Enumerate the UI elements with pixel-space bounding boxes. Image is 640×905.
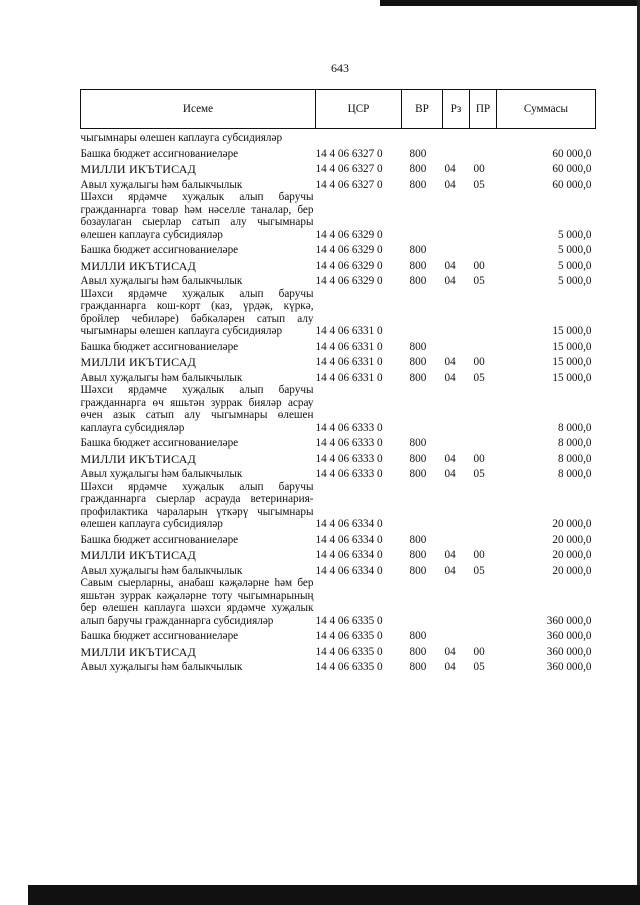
cell-rz (443, 288, 470, 338)
cell-vr: 800 (409, 533, 427, 546)
cell-sum: 360 000,0 (546, 645, 592, 658)
cell-sum: 15 000,0 (552, 356, 592, 368)
cell-pr (470, 577, 497, 627)
cell-sum: 8 000,0 (557, 421, 592, 434)
cell-pr: 00 (473, 645, 485, 658)
header-pr: ПР (470, 90, 497, 129)
header-rz: Рз (443, 90, 470, 129)
cell-vr: 800 (409, 178, 427, 191)
cell-vr (402, 288, 443, 338)
cell-vr (402, 384, 443, 434)
cell-pr (470, 627, 497, 643)
cell-rz (443, 434, 470, 450)
cell-name: МИЛЛИ ИКЪТИСАД (80, 644, 196, 659)
cell-rz: 04 (444, 163, 456, 175)
cell-pr (470, 145, 497, 161)
cell-vr: 800 (409, 244, 427, 256)
cell-pr: 05 (473, 178, 485, 191)
cell-rz (443, 384, 470, 434)
cell-csr (316, 129, 402, 145)
cell-sum: 15 000,0 (552, 340, 592, 353)
cell-rz: 04 (444, 275, 456, 287)
cell-sum: 60 000,0 (552, 178, 592, 191)
cell-sum: 360 000,0 (546, 614, 592, 627)
cell-sum: 5 000,0 (557, 275, 592, 287)
table-row (81, 129, 596, 145)
cell-pr: 00 (473, 452, 485, 465)
cell-vr: 800 (409, 356, 427, 368)
cell-name: Башка бюджет ассигнованиеләре (80, 147, 239, 160)
cell-pr: 05 (473, 564, 485, 577)
cell-csr: 14 4 06 6331 0 (315, 340, 383, 353)
cell-sum: 5 000,0 (557, 244, 592, 256)
cell-pr (470, 241, 497, 257)
table-row (81, 288, 596, 338)
cell-name: Шәхси ярдәмче хуҗалык алып баручы гражданнарга кош-корт (каз, үрдәк, күркә, бройлер чебиләре) бәбкәләрен сатып алу чыгымнары өлешен каплауга субсидияләр (80, 287, 314, 337)
cell-vr: 800 (409, 630, 427, 642)
table-row (81, 384, 596, 434)
cell-name: Башка бюджет ассигнованиеләре (80, 630, 239, 642)
cell-rz (443, 531, 470, 547)
cell-pr (470, 434, 497, 450)
cell-pr (470, 384, 497, 434)
table-row (81, 257, 596, 273)
cell-csr: 14 4 06 6333 0 (315, 468, 383, 480)
table-row (81, 562, 596, 578)
cell-rz: 04 (444, 356, 456, 368)
budget-table (80, 89, 596, 674)
cell-vr: 800 (409, 468, 427, 480)
cell-vr (402, 129, 443, 145)
cell-pr: 00 (473, 549, 485, 561)
cell-pr: 05 (473, 275, 485, 287)
table-row (81, 434, 596, 450)
cell-csr: 14 4 06 6334 0 (315, 564, 383, 577)
table-row (81, 145, 596, 161)
table-body (81, 129, 596, 674)
header-vr: ВР (402, 90, 443, 129)
cell-sum: 20 000,0 (552, 533, 592, 546)
cell-csr: 14 4 06 6335 0 (315, 630, 383, 642)
cell-sum: 20 000,0 (552, 564, 592, 577)
cell-csr: 14 4 06 6329 0 (315, 228, 383, 241)
cell-csr: 14 4 06 6335 0 (315, 614, 383, 627)
cell-sum: 20 000,0 (552, 518, 592, 530)
table-row (81, 241, 596, 257)
cell-sum: 5 000,0 (557, 228, 592, 241)
scan-edge-top (380, 0, 640, 6)
cell-name: Башка бюджет ассигнованиеләре (80, 244, 239, 256)
table-row (81, 176, 596, 192)
table-row (81, 160, 596, 176)
cell-csr: 14 4 06 6333 0 (315, 437, 383, 449)
cell-csr: 14 4 06 6333 0 (315, 452, 383, 465)
cell-name: чыгымнары өлешен каплауга субсидияләр (80, 132, 283, 144)
table-row (81, 627, 596, 643)
cell-name: Башка бюджет ассигнованиеләре (80, 340, 239, 353)
table-row (81, 531, 596, 547)
cell-name: МИЛЛИ ИКЪТИСАД (80, 548, 196, 562)
cell-csr: 14 4 06 6329 0 (315, 259, 383, 272)
cell-sum: 60 000,0 (552, 147, 592, 160)
cell-vr (402, 577, 443, 627)
cell-csr: 14 4 06 6333 0 (315, 421, 383, 434)
cell-csr: 14 4 06 6334 0 (315, 533, 383, 546)
cell-csr: 14 4 06 6329 0 (315, 275, 383, 287)
page-number: 643 (331, 61, 349, 75)
cell-name: МИЛЛИ ИКЪТИСАД (80, 258, 196, 273)
table-row (81, 353, 596, 369)
cell-rz: 04 (444, 661, 456, 673)
header-sum: Суммасы (497, 90, 596, 129)
cell-rz (443, 577, 470, 627)
cell-vr: 800 (409, 661, 427, 673)
cell-vr: 800 (409, 645, 427, 658)
cell-vr: 800 (409, 564, 427, 577)
table-row (81, 658, 596, 674)
cell-pr: 00 (473, 356, 485, 368)
header-csr: ЦСР (316, 90, 402, 129)
cell-vr: 800 (409, 549, 427, 561)
cell-rz: 04 (444, 468, 456, 480)
table-row (81, 338, 596, 354)
cell-csr: 14 4 06 6335 0 (315, 661, 383, 673)
cell-vr: 800 (409, 163, 427, 175)
cell-vr: 800 (409, 259, 427, 272)
cell-sum: 60 000,0 (552, 163, 592, 175)
cell-name: Авыл хуҗалыгы һәм балыкчылык (80, 178, 243, 191)
cell-pr (470, 481, 497, 531)
cell-rz (443, 338, 470, 354)
header-name: Исеме (81, 90, 316, 129)
cell-pr: 05 (473, 468, 485, 480)
cell-csr: 14 4 06 6327 0 (315, 163, 383, 175)
table-row (81, 369, 596, 385)
cell-sum: 8 000,0 (557, 437, 592, 449)
cell-rz (443, 627, 470, 643)
cell-pr: 00 (473, 259, 485, 272)
cell-rz: 04 (444, 645, 456, 658)
cell-csr: 14 4 06 6334 0 (315, 518, 383, 530)
cell-name: Авыл хуҗалыгы һәм балыкчылык (80, 564, 243, 577)
cell-sum: 15 000,0 (552, 371, 592, 384)
cell-name: МИЛЛИ ИКЪТИСАД (80, 355, 196, 369)
cell-sum: 8 000,0 (557, 452, 592, 465)
table-row (81, 643, 596, 659)
cell-name: Башка бюджет ассигнованиеләре (80, 437, 239, 449)
cell-name: Авыл хуҗалыгы һәм балыкчылык (80, 468, 243, 480)
cell-name: МИЛЛИ ИКЪТИСАД (80, 451, 196, 466)
cell-vr: 800 (409, 452, 427, 465)
cell-sum: 5 000,0 (557, 259, 592, 272)
cell-rz: 04 (444, 549, 456, 561)
cell-csr: 14 4 06 6335 0 (315, 645, 383, 658)
cell-rz (443, 191, 470, 241)
cell-vr (402, 481, 443, 531)
cell-vr: 800 (409, 340, 427, 353)
cell-name: Шәхси ярдәмче хуҗалык алып баручы гражданнарга товар һәм нәселле таналар, бер бозаулаган сыерлар сатып алу чыгымнары өлешен каплауга субсидияләр (80, 191, 314, 241)
cell-csr: 14 4 06 6331 0 (315, 371, 383, 384)
cell-pr: 05 (473, 661, 485, 673)
cell-pr: 05 (473, 371, 485, 384)
cell-rz (443, 481, 470, 531)
cell-pr (470, 191, 497, 241)
table-row (81, 481, 596, 531)
table-row (81, 191, 596, 241)
cell-vr: 800 (409, 371, 427, 384)
cell-sum: 8 000,0 (557, 468, 592, 480)
table-header-row (81, 90, 596, 129)
cell-pr (470, 531, 497, 547)
scan-edge-bottom (28, 885, 640, 905)
table-row (81, 465, 596, 481)
cell-pr (470, 288, 497, 338)
cell-csr: 14 4 06 6327 0 (315, 178, 383, 191)
cell-rz (443, 241, 470, 257)
cell-csr: 14 4 06 6331 0 (315, 325, 383, 337)
cell-sum (497, 129, 596, 145)
cell-name: Шәхси ярдәмче хуҗалык алып баручы гражданнарга өч яшьтән зуррак бияләр асрау өчен азык сатып алу чыгымнары өлешен каплауга субсидияләр (80, 384, 314, 434)
table-row (81, 546, 596, 562)
cell-name: Авыл хуҗалыгы һәм балыкчылык (80, 661, 243, 673)
cell-sum: 15 000,0 (552, 325, 592, 337)
cell-csr: 14 4 06 6327 0 (315, 147, 383, 160)
cell-csr: 14 4 06 6331 0 (315, 356, 383, 368)
cell-vr: 800 (409, 275, 427, 287)
cell-sum: 360 000,0 (546, 661, 592, 673)
cell-vr (402, 191, 443, 241)
cell-csr: 14 4 06 6329 0 (315, 244, 383, 256)
cell-pr (470, 129, 497, 145)
cell-name: Савым сыерларны, анабаш кәҗәләрне һәм бер яшьтән зуррак кәҗәләрне тоту чыгымнарының бер өлешен каплауга шәхси ярдәмче хуҗалык алып баручы гражданнарга субсидияләр (80, 577, 314, 627)
cell-rz (443, 129, 470, 145)
cell-csr: 14 4 06 6334 0 (315, 549, 383, 561)
cell-rz (443, 145, 470, 161)
cell-name: Авыл хуҗалыгы һәм балыкчылык (80, 371, 243, 384)
cell-rz: 04 (444, 564, 456, 577)
cell-vr: 800 (409, 437, 427, 449)
cell-name: Башка бюджет ассигнованиеләре (80, 533, 239, 546)
cell-name: Авыл хуҗалыгы һәм балыкчылык (80, 275, 243, 287)
cell-pr (470, 338, 497, 354)
cell-rz: 04 (444, 452, 456, 465)
cell-rz: 04 (444, 259, 456, 272)
cell-rz: 04 (444, 178, 456, 191)
table-row (81, 450, 596, 466)
table-row (81, 272, 596, 288)
cell-name: Шәхси ярдәмче хуҗалык алып баручы гражданнарга сыерлар асрауда ветеринария-профилактика чараларын үткәрү чыгымнары өлешен каплауга субсидияләр (80, 480, 314, 530)
table-row (81, 577, 596, 627)
cell-pr: 00 (473, 163, 485, 175)
cell-sum: 360 000,0 (546, 630, 592, 642)
cell-name: МИЛЛИ ИКЪТИСАД (80, 162, 196, 176)
cell-vr: 800 (409, 147, 427, 160)
cell-sum: 20 000,0 (552, 549, 592, 561)
cell-rz: 04 (444, 371, 456, 384)
